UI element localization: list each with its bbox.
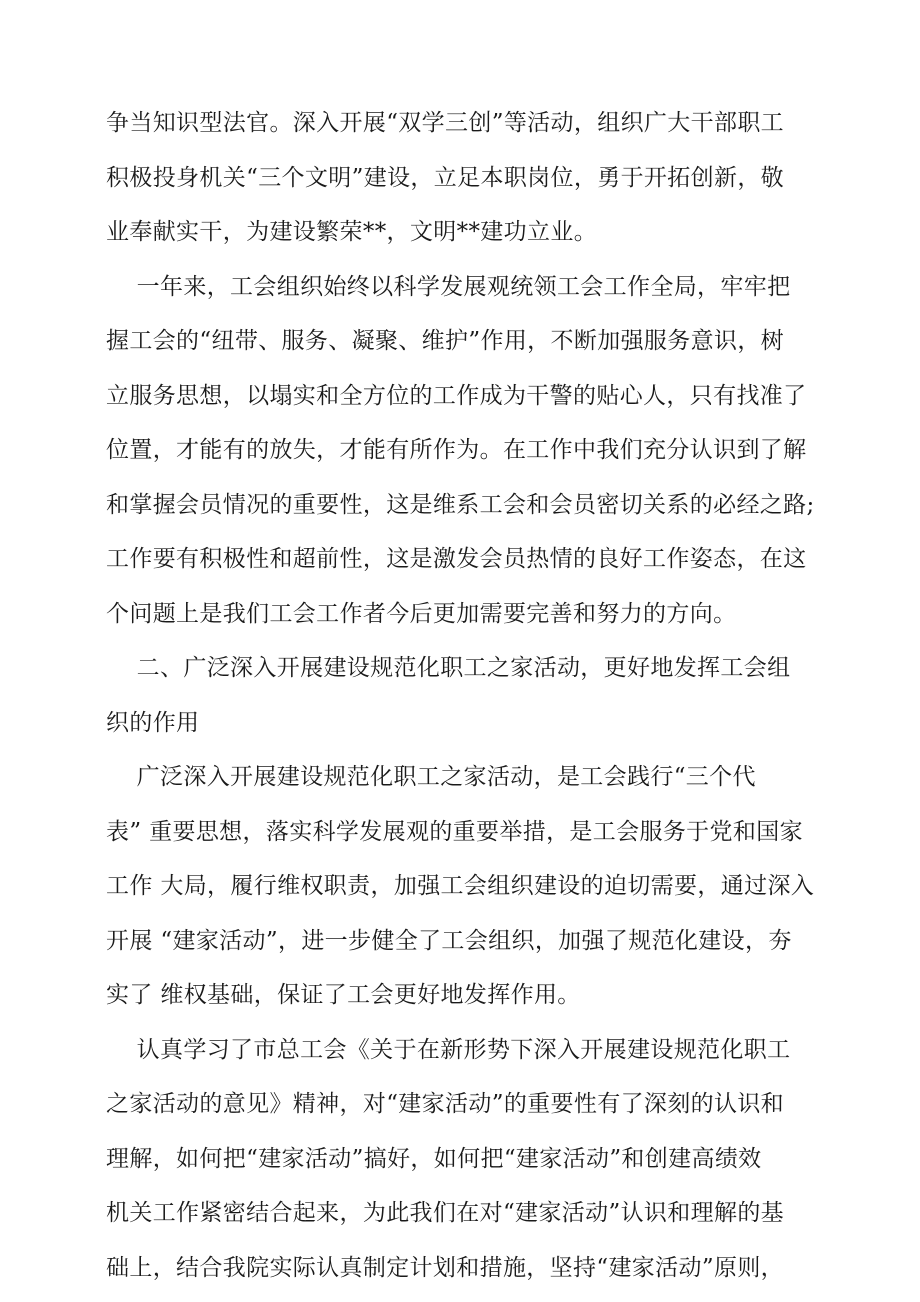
text-line: 位置，才能有的放失，才能有所作为。在工作中我们充分认识到了解: [106, 437, 807, 463]
text-line: 机关工作紧密结合起来，为此我们在对“建家活动”认识和理解的基: [106, 1200, 785, 1226]
text-line: 握工会的“纽带、服务、凝聚、维护”作用，不断加强服务意识，树: [106, 328, 785, 354]
text-line: 之家活动的意见》精神，对“建家活动”的重要性有了深刻的认识和: [106, 1091, 785, 1117]
text-line: 工作要有积极性和超前性，这是激发会员热情的良好工作姿态，在这: [106, 546, 807, 572]
text-line: 理解，如何把“建家活动”搞好，如何把“建家活动”和创建高绩效: [106, 1145, 762, 1172]
text-line: 业奉献实干，为建设繁荣**，文明**建功立业。: [106, 219, 598, 245]
text-line: 和掌握会员情况的重要性，这是维系工会和会员密切关系的必经之路;: [106, 491, 815, 518]
text-line: 认真学习了市总工会《关于在新形势下深入开展建设规范化职工: [106, 1036, 791, 1063]
text-line: 表” 重要思想，落实科学发展观的重要举措，是工会服务于党和国家: [106, 818, 803, 845]
text-line: 广泛深入开展建设规范化职工之家活动，是工会践行“三个代: [106, 764, 756, 790]
section-heading-line: 二、广泛深入开展建设规范化职工之家活动，更好地发挥工会组: [106, 655, 791, 681]
section-heading-line: 织的作用: [106, 709, 200, 736]
document-body: [106, 96, 826, 1295]
text-line: 工作 大局，履行维权职责，加强工会组织建设的迫切需要，通过深入: [106, 873, 815, 899]
text-line: 开展 “建家活动”，进一步健全了工会组织，加强了规范化建设，夯: [106, 927, 792, 954]
text-line: 实了 维权基础，保证了工会更好地发挥作用。: [106, 982, 581, 1008]
text-line: 础上，结合我院实际认真制定计划和措施，坚持“建家活动”原则，: [106, 1254, 785, 1281]
text-line: 个问题上是我们工会工作者今后更加需要完善和努力的方向。: [106, 600, 737, 627]
text-line: 一年来，工会组织始终以科学发展观统领工会工作全局，牢牢把: [106, 273, 791, 300]
text-line: 争当知识型法官。深入开展“双学三创”等活动，组织广大干部职工: [106, 110, 785, 136]
text-line: 立服务思想，以塌实和全方位的工作成为干警的贴心人，只有找准了: [106, 382, 807, 409]
text-line: 积极投身机关“三个文明”建设，立足本职岗位，勇于开拓创新，敬: [106, 164, 785, 191]
